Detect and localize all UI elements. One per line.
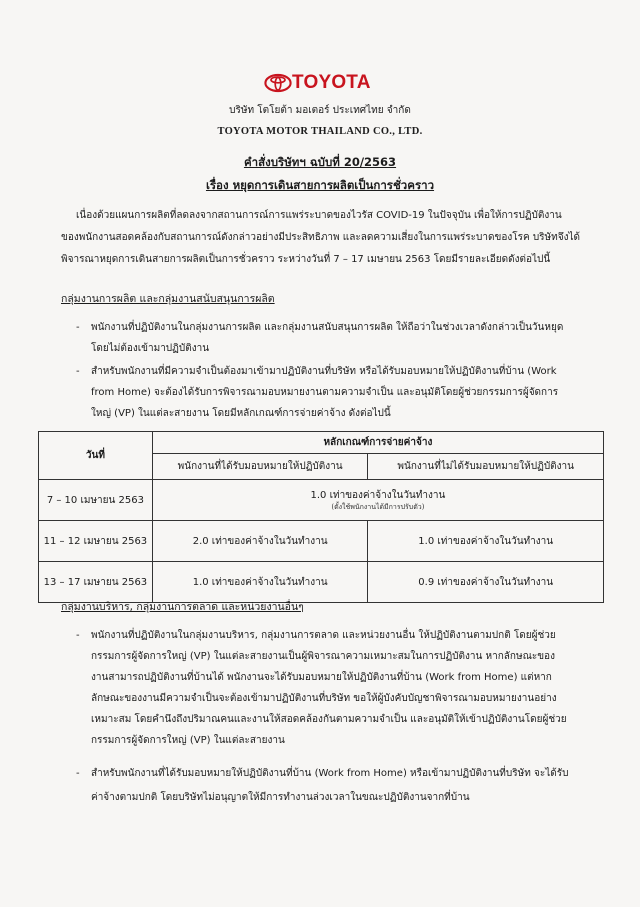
company-name-english: TOYOTA MOTOR THAILAND CO., LTD.: [217, 126, 423, 137]
bullet-text: ใหญ่ (VP) ในแต่ละสายงาน โดยมีหลักเกณฑ์การจ่ายค่าจ้าง ดังต่อไปนี้: [91, 408, 391, 419]
order-subject-text: เรื่อง หยุดการเดินสายการผลิตเป็นการชั่วคราว: [205, 178, 435, 192]
bullet-dash: -: [76, 768, 80, 779]
bullet-dash: -: [76, 322, 80, 333]
row-note: (ตั้งใช้พนักงานได้มีการปรับตัว): [331, 503, 425, 511]
bullet-text: โดยไม่ต้องเข้ามาปฏิบัติงาน: [91, 343, 210, 354]
bullet-text: พนักงานที่ปฏิบัติงานในกลุ่มงานบริหาร, กลุ่มงานการตลาด และหน่วยงานอื่น ให้ปฏิบัติงานตามปกติ โดยผู้ช่วย: [91, 630, 556, 641]
brand-name: TOYOTA: [292, 72, 371, 93]
row-wage-not-assigned: 1.0 เท่าของค่าจ้างในวันทำงาน: [368, 521, 604, 562]
bullet-text: งานสามารถปฏิบัติงานที่บ้านได้ พนักงานจะได้รับมอบหมายให้ปฏิบัติงานที่บ้าน (Work from Home) แต่หาก: [91, 672, 552, 683]
bullet-text: พนักงานที่ปฏิบัติงานในกลุ่มงานการผลิต และกลุ่มงานสนับสนุนการผลิต ให้ถือว่าในช่วงเวลาดังกล่าวเป็นวันหยุด: [91, 322, 564, 333]
bullet-text: ลักษณะของงานมีความจำเป็นจะต้องเข้ามาปฏิบัติงานที่บริษัท ขอให้ผู้บังคับบัญชาพิจารณามอบหมายงานอย่าง: [91, 693, 557, 704]
bullet-text: สำหรับพนักงานที่ได้รับมอบหมายให้ปฏิบัติงานที่บ้าน (Work from Home) หรือเข้ามาปฏิบัติงานที่บริษัท จะได้รับ: [91, 768, 569, 779]
bullet-text: ค่าจ้างตามปกติ โดยบริษัทไม่อนุญาตให้มีการทำงานล่วงเวลาในขณะปฏิบัติงานจากที่บ้าน: [91, 792, 470, 803]
bullet-dash: -: [76, 366, 80, 377]
row-wage-assigned: 2.0 เท่าของค่าจ้างในวันทำงาน: [152, 521, 368, 562]
header-date: วันที่: [39, 432, 153, 480]
order-subject: [0, 177, 640, 193]
bullet-text: กรรมการผู้จัดการใหญ่ (VP) ในแต่ละสายงานเป็นผู้พิจารณาความเหมาะสมในการปฏิบัติงาน หากลักษณะของ: [91, 651, 555, 662]
toyota-emblem-icon: [264, 73, 292, 93]
table-row: [39, 562, 604, 603]
toyota-logo: [264, 72, 378, 96]
header-wage-criteria: หลักเกณฑ์การจ่ายค่าจ้าง: [152, 432, 603, 454]
table-row: [39, 480, 604, 521]
row-wage-assigned: 1.0 เท่าของค่าจ้างในวันทำงาน: [152, 562, 368, 603]
header-assigned: พนักงานที่ได้รับมอบหมายให้ปฏิบัติงาน: [152, 454, 368, 480]
row-wage: 1.0 เท่าของค่าจ้างในวันทำงาน: [310, 490, 446, 501]
table-row: [39, 521, 604, 562]
bullet-text: เหมาะสม โดยคำนึงถึงปริมาณคนและงานให้สอดคล้องกันตามความจำเป็น และอนุมัติให้เข้าปฏิบัติงานโดยผู้ช่วย: [91, 714, 567, 725]
wage-criteria-table: [38, 431, 604, 603]
row-date: 11 – 12 เมษายน 2563: [39, 521, 153, 562]
intro-line: เนื่องด้วยแผนการผลิตที่ลดลงจากสถานการณ์การแพร่ระบาดของไวรัส COVID-19 ในปัจจุบัน เพื่อให้การปฏิบัติงาน: [76, 210, 562, 221]
row-date: 7 – 10 เมษายน 2563: [39, 480, 153, 521]
bullet-text: from Home) จะต้องได้รับการพิจารณามอบหมายงานตามความจำเป็น และอนุมัติโดยผู้ช่วยกรรมการผู้จัดการ: [91, 387, 559, 398]
bullet-text: กรรมการผู้จัดการใหญ่ (VP) ในแต่ละสายงาน: [91, 735, 285, 746]
section-heading-production: กลุ่มงานการผลิต และกลุ่มงานสนับสนุนการผลิต: [61, 293, 275, 305]
header-not-assigned: พนักงานที่ไม่ได้รับมอบหมายให้ปฏิบัติงาน: [368, 454, 604, 480]
company-name-thai: บริษัท โตโยต้า มอเตอร์ ประเทศไทย จำกัด: [229, 105, 411, 116]
row-wage-not-assigned: 0.9 เท่าของค่าจ้างในวันทำงาน: [368, 562, 604, 603]
row-date: 13 – 17 เมษายน 2563: [39, 562, 153, 603]
section-heading-administration: กลุ่มงานบริหาร, กลุ่มงานการตลาด และหน่วยงานอื่นๆ: [61, 601, 304, 613]
row-wage-merged: [152, 480, 603, 521]
bullet-dash: -: [76, 630, 80, 641]
intro-line: ของพนักงานสอดคล้องกับสถานการณ์ดังกล่าวอย่างมีประสิทธิภาพ และลดความเสี่ยงในการแพร่ระบาดของโรค บริษัทจึงได้: [61, 232, 581, 243]
bullet-text: สำหรับพนักงานที่มีความจำเป็นต้องมาเข้ามาปฏิบัติงานที่บริษัท หรือได้รับมอบหมายให้ปฏิบัติงานที่บ้าน (Work: [91, 366, 557, 377]
order-number: [0, 154, 640, 170]
order-number-text: คำสั่งบริษัทฯ ฉบับที่ 20/2563: [243, 155, 397, 169]
intro-line: พิจารณาหยุดการเดินสายการผลิตเป็นการชั่วคราว ระหว่างวันที่ 7 – 17 เมษายน 2563 โดยมีรายละเอียดดังต่อไปนี้: [61, 254, 551, 265]
